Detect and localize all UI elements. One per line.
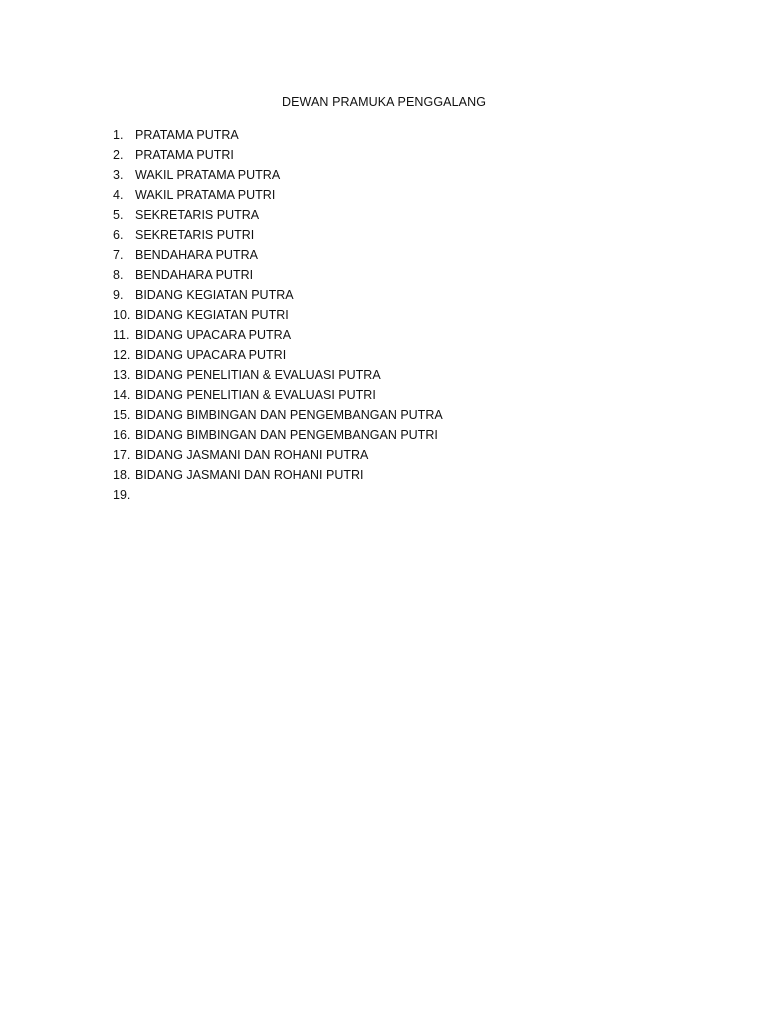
item-number: 11. — [113, 328, 130, 342]
item-label: SEKRETARIS PUTRA — [135, 208, 260, 222]
list-item — [113, 347, 443, 367]
list-item — [113, 207, 443, 227]
item-label: PRATAMA PUTRI — [135, 148, 234, 162]
list-item — [113, 487, 443, 507]
list-item — [113, 227, 443, 247]
item-number: 7. — [113, 248, 124, 262]
item-label: BIDANG KEGIATAN PUTRI — [135, 308, 289, 322]
list-item — [113, 147, 443, 167]
list-item — [113, 267, 443, 287]
item-number: 4. — [113, 188, 124, 202]
item-number: 17. — [113, 448, 131, 462]
list-item — [113, 127, 443, 147]
list-item — [113, 407, 443, 427]
list-item — [113, 307, 443, 327]
item-number: 19. — [113, 488, 131, 502]
list-item — [113, 167, 443, 187]
item-label: BENDAHARA PUTRA — [135, 248, 258, 262]
item-label: BENDAHARA PUTRI — [135, 268, 254, 282]
item-number: 13. — [113, 368, 131, 382]
list-item — [113, 247, 443, 267]
item-number: 18. — [113, 468, 131, 482]
item-label: BIDANG BIMBINGAN DAN PENGEMBANGAN PUTRI — [135, 428, 438, 442]
list-item — [113, 327, 443, 347]
item-label: BIDANG UPACARA PUTRA — [135, 328, 292, 342]
item-number: 1. — [113, 128, 124, 142]
item-label: WAKIL PRATAMA PUTRA — [135, 168, 281, 182]
item-number: 3. — [113, 168, 124, 182]
list-item — [113, 467, 443, 487]
list-item — [113, 187, 443, 207]
item-number: 8. — [113, 268, 124, 282]
item-label: BIDANG PENELITIAN & EVALUASI PUTRA — [135, 368, 381, 382]
item-label: PRATAMA PUTRA — [135, 128, 239, 142]
item-label: BIDANG BIMBINGAN DAN PENGEMBANGAN PUTRA — [135, 408, 443, 422]
list-item — [113, 427, 443, 447]
item-number: 5. — [113, 208, 124, 222]
item-number: 9. — [113, 288, 124, 302]
list-item — [113, 287, 443, 307]
item-list — [113, 127, 443, 507]
item-number: 16. — [113, 428, 131, 442]
item-label: BIDANG JASMANI DAN ROHANI PUTRI — [135, 468, 364, 482]
item-label: WAKIL PRATAMA PUTRI — [135, 188, 276, 202]
list-item — [113, 447, 443, 467]
item-label: BIDANG PENELITIAN & EVALUASI PUTRI — [135, 388, 376, 402]
item-number: 15. — [113, 408, 131, 422]
item-label: BIDANG KEGIATAN PUTRA — [135, 288, 294, 302]
item-label: SEKRETARIS PUTRI — [135, 228, 255, 242]
item-number: 12. — [113, 348, 131, 362]
item-number: 6. — [113, 228, 124, 242]
list-item — [113, 367, 443, 387]
item-number: 10. — [113, 308, 131, 322]
document-title: DEWAN PRAMUKA PENGGALANG — [281, 95, 487, 109]
item-number: 14. — [113, 388, 131, 402]
item-label: BIDANG JASMANI DAN ROHANI PUTRA — [135, 448, 369, 462]
item-label: BIDANG UPACARA PUTRI — [135, 348, 287, 362]
item-number: 2. — [113, 148, 124, 162]
list-item — [113, 387, 443, 407]
